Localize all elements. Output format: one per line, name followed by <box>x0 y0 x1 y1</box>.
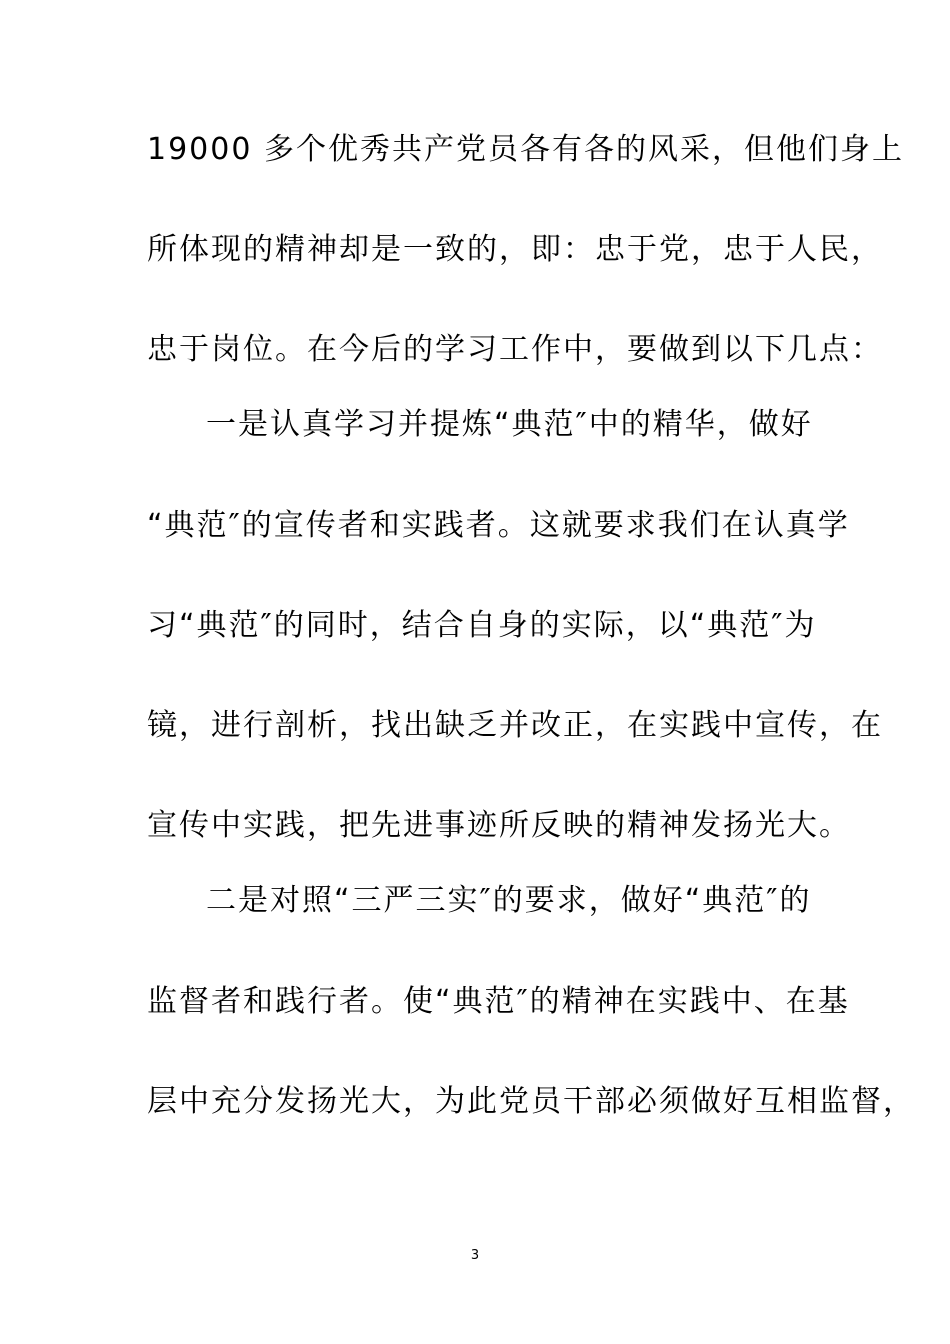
body-line-9: 二是对照“三严三实″的要求，做好“典范″的 <box>206 883 812 918</box>
body-line-7: 镜，进行剖析，找出缺乏并改正，在实践中宣传，在 <box>147 708 883 743</box>
body-line-10: 监督者和践行者。使“典范″的精神在实践中、在基 <box>147 984 850 1019</box>
body-line-5: “典范″的宣传者和实践者。这就要求我们在认真学 <box>147 508 850 543</box>
body-line-4: 一是认真学习并提炼“典范″中的精华，做好 <box>206 407 813 442</box>
body-line-11: 层中充分发扬光大，为此党员干部必须做好互相监督， <box>147 1084 915 1119</box>
body-line-3: 忠于岗位。在今后的学习工作中，要做到以下几点： <box>147 332 883 367</box>
body-line-1: 19000 多个优秀共产党员各有各的风采，但他们身上 <box>147 132 904 167</box>
body-line-8: 宣传中实践，把先进事迹所反映的精神发扬光大。 <box>147 808 851 843</box>
page-number: 3 <box>470 1248 480 1263</box>
body-line-6: 习“典范″的同时，结合自身的实际，以“典范″为 <box>147 608 817 643</box>
body-line-2: 所体现的精神却是一致的，即：忠于党，忠于人民， <box>147 232 883 267</box>
